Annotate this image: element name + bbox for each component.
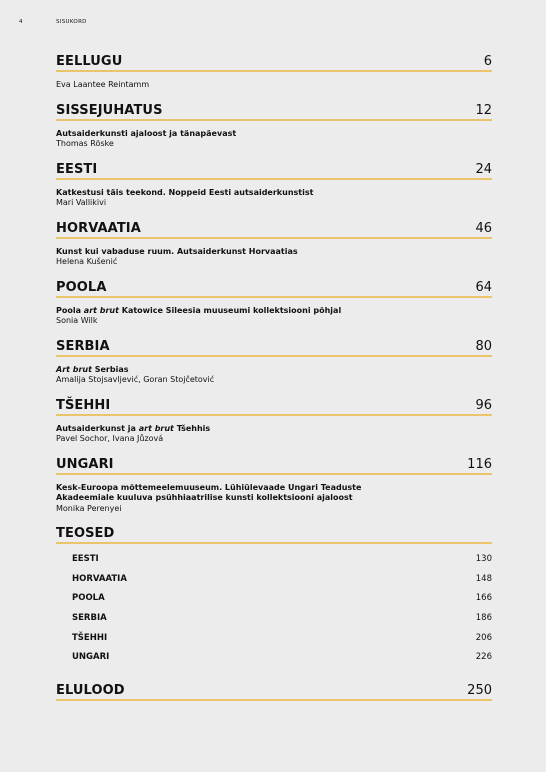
section-page: 12 xyxy=(475,102,492,118)
toc-section-serbia xyxy=(56,337,492,386)
toc-section-horvaatia xyxy=(56,219,492,268)
works-list xyxy=(56,553,492,671)
toc-heading[interactable] xyxy=(56,101,492,121)
list-item[interactable] xyxy=(72,592,492,612)
toc-section-eellugu xyxy=(56,52,492,91)
section-title: TEOSED xyxy=(56,526,115,541)
section-title: SISSEJUHATUS xyxy=(56,102,163,118)
toc-heading[interactable] xyxy=(56,52,492,72)
section-authors: Pavel Sochor, Ivana Jůzová xyxy=(56,434,164,443)
section-authors: Helena Kušenić xyxy=(56,257,118,266)
work-page: 148 xyxy=(475,573,492,584)
work-page: 166 xyxy=(475,593,492,604)
list-item[interactable] xyxy=(72,573,492,593)
work-label: HORVAATIA xyxy=(72,573,127,584)
section-title: EELLUGU xyxy=(56,54,123,69)
section-page: 80 xyxy=(475,338,492,354)
work-label: UNGARI xyxy=(72,652,110,663)
section-authors: Sonia Wilk xyxy=(56,316,98,325)
toc-section-ungari xyxy=(56,455,492,515)
work-label: POOLA xyxy=(72,593,105,604)
work-label: TŠEHHI xyxy=(72,632,108,643)
section-authors: Mari Vallikivi xyxy=(56,198,107,207)
toc-heading[interactable] xyxy=(56,455,492,475)
work-label: EESTI xyxy=(72,554,99,564)
toc-section-teosed xyxy=(56,524,492,671)
list-item[interactable] xyxy=(72,651,492,671)
section-title: HORVAATIA xyxy=(56,220,141,236)
chapter-title: Katkestusi täis teekond. Noppeid Eesti autsaiderkunstist xyxy=(56,187,314,197)
toc-heading[interactable] xyxy=(56,278,492,298)
toc-heading[interactable] xyxy=(56,219,492,239)
section-page: 46 xyxy=(475,220,492,236)
toc-heading[interactable] xyxy=(56,337,492,357)
work-page: 206 xyxy=(475,632,492,643)
section-page: 96 xyxy=(475,397,492,413)
work-page: 226 xyxy=(475,652,492,663)
section-page: 6 xyxy=(483,54,492,69)
section-title: POOLA xyxy=(56,279,107,295)
section-title: TŠEHHI xyxy=(56,397,111,413)
chapter-title: Autsaiderkunsti ajaloost ja tänapäevast xyxy=(56,128,237,138)
toc-section-eesti xyxy=(56,160,492,209)
chapter-title: Poola art brut Katowice Sileesia muuseumi kollektsiooni põhjal xyxy=(56,305,342,315)
section-title: SERBIA xyxy=(56,338,110,354)
toc-heading[interactable] xyxy=(56,681,492,701)
section-title: ELULOOD xyxy=(56,683,125,699)
list-item[interactable] xyxy=(72,632,492,652)
work-page: 186 xyxy=(475,613,492,624)
work-page: 130 xyxy=(475,554,492,564)
chapter-title-continued: Akadeemiale kuuluva psühhiaatrilise kunsti kollektsiooni ajaloost xyxy=(56,493,353,502)
toc-section-elulood xyxy=(56,681,492,701)
table-of-contents xyxy=(56,52,492,711)
section-page: 24 xyxy=(475,161,492,177)
toc-heading[interactable] xyxy=(56,524,492,544)
section-authors: Thomas Röske xyxy=(56,139,114,148)
toc-heading[interactable] xyxy=(56,160,492,180)
toc-section-poola xyxy=(56,278,492,327)
chapter-title: Kunst kui vabaduse ruum. Autsaiderkunst Horvaatias xyxy=(56,246,298,256)
list-item[interactable] xyxy=(72,553,492,573)
toc-heading[interactable] xyxy=(56,396,492,416)
section-page: 116 xyxy=(467,456,492,472)
section-page: 64 xyxy=(475,279,492,295)
page-number: 4 xyxy=(19,19,23,25)
running-title: SISUKORD xyxy=(56,19,87,25)
toc-section-tsehhi xyxy=(56,396,492,445)
list-item[interactable] xyxy=(72,612,492,632)
section-authors: Amalija Stojsavljević, Goran Stojčetović xyxy=(56,375,215,384)
work-label: SERBIA xyxy=(72,613,107,624)
section-authors: Monika Perenyei xyxy=(56,503,122,513)
section-title: UNGARI xyxy=(56,456,114,472)
chapter-title: Autsaiderkunst ja art brut Tšehhis xyxy=(56,423,211,433)
section-authors: Eva Laantee Reintamm xyxy=(56,80,150,89)
section-title: EESTI xyxy=(56,161,98,177)
toc-section-sissejuhatus xyxy=(56,101,492,150)
chapter-title: Kesk-Euroopa mõttemeelemuuseum. Lühiülevaade Ungari Teaduste xyxy=(56,482,362,492)
section-page: 250 xyxy=(467,683,492,699)
chapter-title: Art brut Serbias xyxy=(56,364,129,374)
